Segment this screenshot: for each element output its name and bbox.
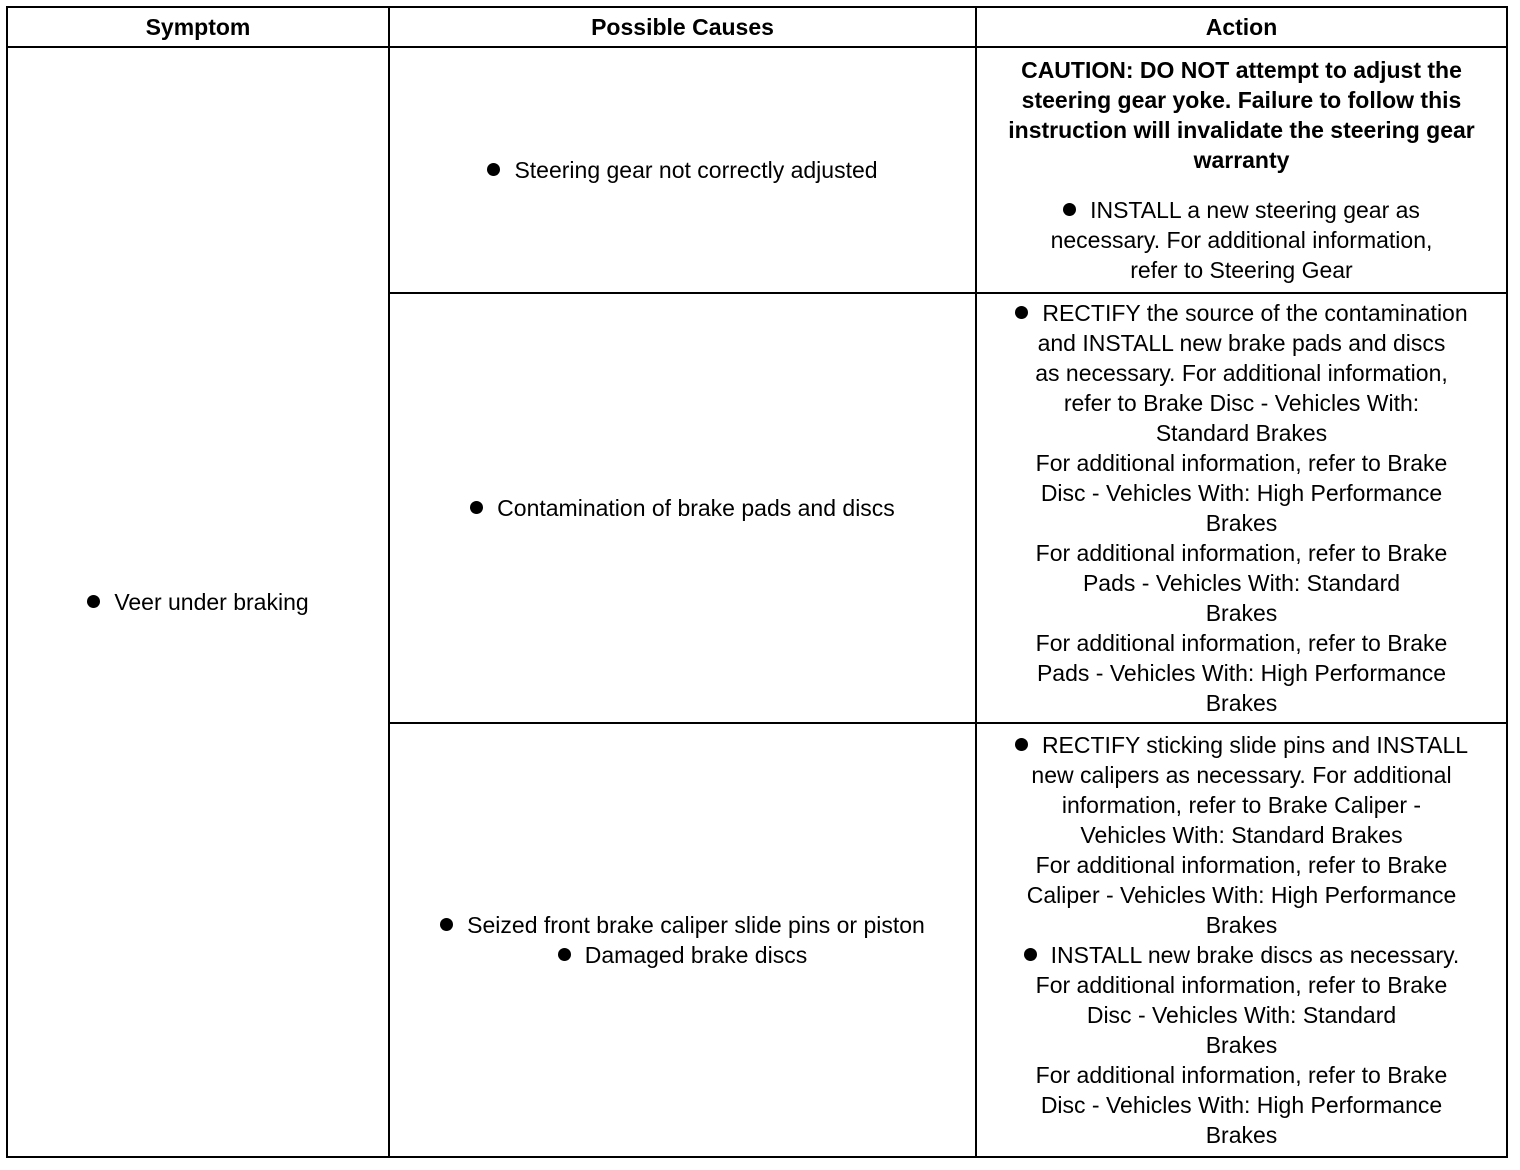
cause-text: Steering gear not correctly adjusted <box>514 157 878 183</box>
bullet-icon <box>87 595 100 608</box>
action-line: Brakes <box>1205 1032 1278 1058</box>
action-line: information, refer to Brake Caliper - <box>1061 792 1422 818</box>
action-line: new calipers as necessary. For additional <box>1031 762 1452 788</box>
action-line: as necessary. For additional information, <box>1035 360 1448 386</box>
action-line: and INSTALL new brake pads and discs <box>1037 330 1446 356</box>
action-line: Brakes <box>1205 1122 1278 1148</box>
bullet-icon <box>470 501 483 514</box>
action-line: Brakes <box>1205 690 1278 716</box>
action-line: RECTIFY the source of the contamination <box>981 298 1502 328</box>
action-line: Pads - Vehicles With: Standard <box>1082 570 1401 596</box>
cause-text: Seized front brake caliper slide pins or piston <box>467 912 925 938</box>
cause-line <box>390 940 975 970</box>
action-line: INSTALL new brake discs as necessary. <box>981 940 1502 970</box>
table-row <box>7 47 1507 293</box>
cause-cell <box>389 723 976 1157</box>
diagnosis-table <box>6 6 1508 1158</box>
action-cell <box>976 47 1507 293</box>
action-line: Disc - Vehicles With: Standard <box>1086 1002 1397 1028</box>
action-line: For additional information, refer to Brake <box>1035 450 1448 476</box>
symptom-text: Veer under braking <box>114 589 309 615</box>
bullet-icon <box>1024 948 1037 961</box>
table-header-row <box>7 7 1507 47</box>
cause-cell <box>389 47 976 293</box>
bullet-icon <box>1063 203 1076 216</box>
action-line: For additional information, refer to Brake <box>1035 852 1448 878</box>
action-line: Disc - Vehicles With: High Performance <box>1040 1092 1443 1118</box>
action-line: Vehicles With: Standard Brakes <box>1080 822 1403 848</box>
action-line: INSTALL a new steering gear as <box>981 195 1502 225</box>
cause-text: Damaged brake discs <box>584 942 808 968</box>
bullet-icon <box>1015 306 1028 319</box>
action-line: Brakes <box>1205 510 1278 536</box>
action-line: For additional information, refer to Brake <box>1035 540 1448 566</box>
action-line: refer to Steering Gear <box>1130 257 1353 283</box>
action-cell <box>976 293 1507 723</box>
action-line: For additional information, refer to Brake <box>1035 1062 1448 1088</box>
symptom-cell <box>7 47 389 1157</box>
bullet-icon <box>440 918 453 931</box>
bullet-icon <box>558 948 571 961</box>
header-possible-causes: Possible Causes <box>389 7 976 47</box>
bullet-icon <box>1015 738 1028 751</box>
action-line: For additional information, refer to Brake <box>1035 630 1448 656</box>
cause-cell <box>389 293 976 723</box>
action-line: necessary. For additional information, <box>1050 227 1433 253</box>
action-line: Brakes <box>1205 600 1278 626</box>
cause-text: Contamination of brake pads and discs <box>497 495 895 521</box>
bullet-icon <box>487 163 500 176</box>
action-line: Pads - Vehicles With: High Performance <box>1036 660 1447 686</box>
action-line: refer to Brake Disc - Vehicles With: <box>1063 390 1420 416</box>
action-line: RECTIFY sticking slide pins and INSTALL <box>981 730 1502 760</box>
header-symptom: Symptom <box>7 7 389 47</box>
action-cell <box>976 723 1507 1157</box>
action-line: Caliper - Vehicles With: High Performance <box>1026 882 1457 908</box>
action-line: For additional information, refer to Brake <box>1035 972 1448 998</box>
action-line: Brakes <box>1205 912 1278 938</box>
cause-line <box>390 910 975 940</box>
header-action: Action <box>976 7 1507 47</box>
action-line: Disc - Vehicles With: High Performance <box>1040 480 1443 506</box>
action-line: Standard Brakes <box>1155 420 1328 446</box>
caution-text: CAUTION: DO NOT attempt to adjust the steering gear yoke. Failure to follow this instruction will invalidate the steering gear warranty <box>1008 57 1475 173</box>
